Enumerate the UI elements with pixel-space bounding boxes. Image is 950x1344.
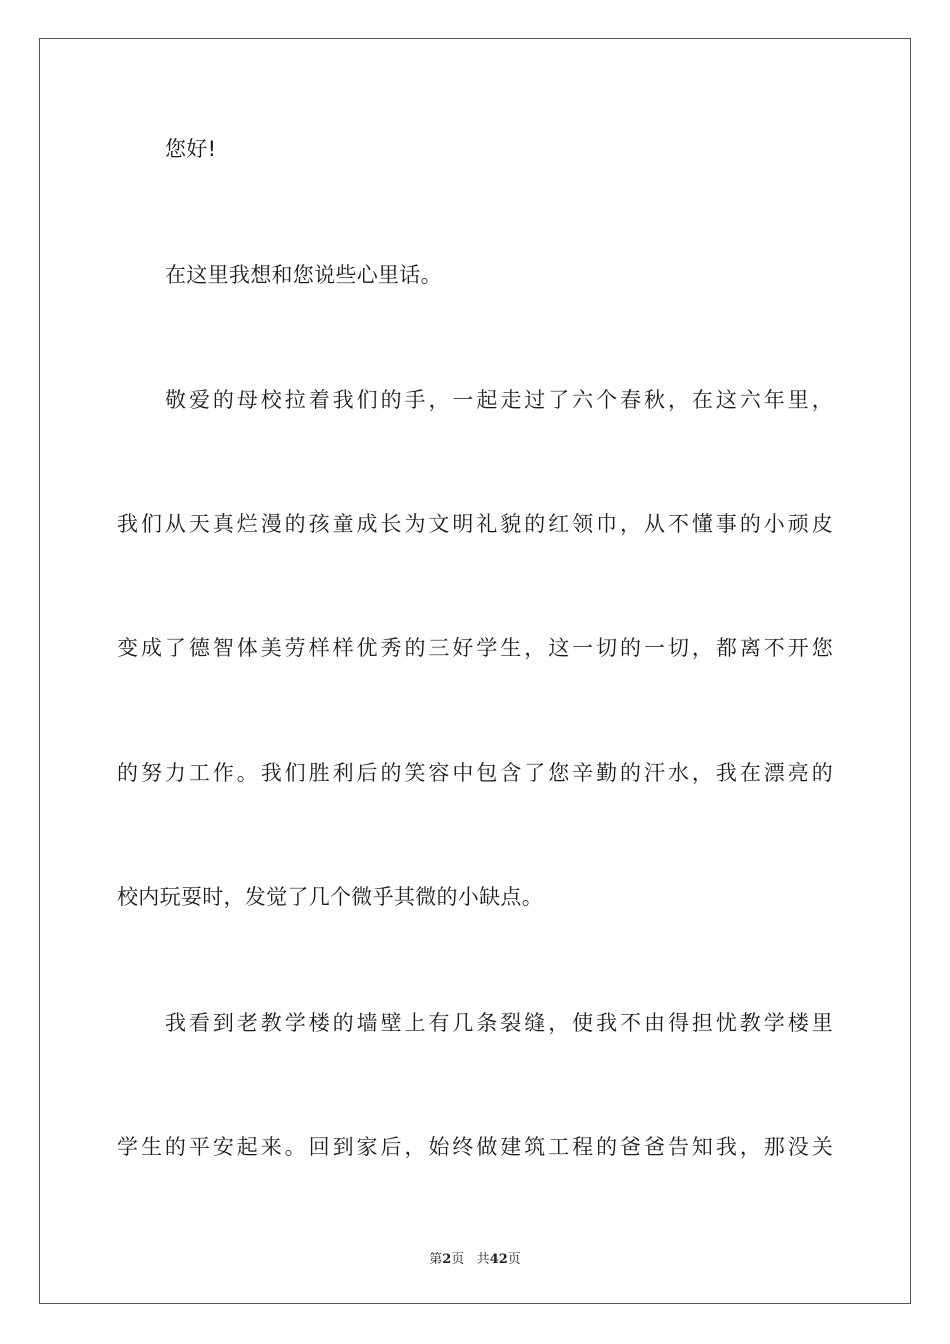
- paragraph-line: 的努力工作。我们胜利后的笑容中包含了您辛勤的汗水，我在漂亮的: [117, 761, 833, 785]
- paragraph-line: 我们从天真烂漫的孩童成长为文明礼貌的红领巾，从不懂事的小顽皮: [117, 512, 833, 536]
- paragraph-line: 在这里我想和您说些心里话。: [165, 263, 442, 287]
- paragraph-line: 变成了德智体美劳样样优秀的三好学生，这一切的一切，都离不开您: [117, 636, 833, 660]
- paragraph-line: 校内玩耍时，发觉了几个微乎其微的小缺点。: [117, 885, 543, 909]
- paragraph-line: 我看到老教学楼的墙壁上有几条裂缝，使我不由得担忧教学楼里: [165, 1011, 833, 1035]
- page-prefix: 第: [429, 1252, 443, 1267]
- total-prefix: 共: [476, 1252, 490, 1267]
- page-suffix: 页: [451, 1252, 465, 1267]
- page-border: [39, 38, 911, 1304]
- paragraph-line: 敬爱的母校拉着我们的手，一起走过了六个春秋，在这六年里，: [165, 388, 833, 412]
- total-pages: 42: [489, 1252, 508, 1267]
- greeting-line: 您好!: [165, 137, 217, 161]
- paragraph-line: 学生的平安起来。回到家后，始终做建筑工程的爸爸告知我，那没关: [117, 1135, 833, 1159]
- total-suffix: 页: [507, 1252, 521, 1267]
- page-number: 2: [442, 1252, 452, 1267]
- page-footer: [0, 1248, 950, 1267]
